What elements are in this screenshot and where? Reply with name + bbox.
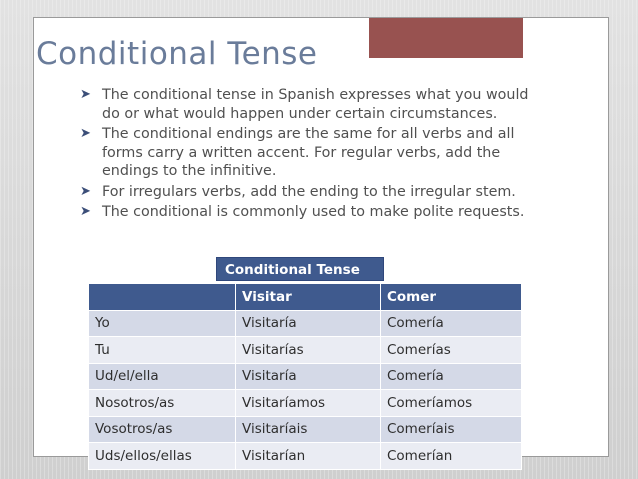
table-caption: Conditional Tense [216,257,384,281]
comer-cell: Comerías [381,337,522,364]
table-row [89,337,522,364]
comer-cell: Comerían [381,443,522,470]
bullet-arrow-icon: ➤ [80,183,91,199]
table-row [89,443,522,470]
table-row [89,363,522,390]
bullet-item [80,183,540,202]
visitar-cell: Visitarías [236,337,381,364]
subject-cell: Uds/ellos/ellas [89,443,236,470]
visitar-cell: Visitaría [236,310,381,337]
bullet-text: The conditional endings are the same for all verbs and all forms carry a written accent. For regular verbs, add the endings to the infinitive. [102,126,515,179]
header-cell-visitar: Visitar [236,284,381,311]
header-cell-comer: Comer [381,284,522,311]
table-header-row [89,284,522,311]
comer-cell: Comeríamos [381,390,522,417]
bullet-arrow-icon: ➤ [80,87,91,102]
conjugation-table [88,283,522,470]
subject-cell: Yo [89,310,236,337]
subject-cell: Tu [89,337,236,364]
bullet-arrow-icon: ➤ [80,126,91,141]
bullet-list [80,86,540,224]
comer-cell: Comeríais [381,416,522,443]
subject-cell: Nosotros/as [89,390,236,417]
visitar-cell: Visitarían [236,443,381,470]
visitar-cell: Visitaría [236,363,381,390]
bullet-text: The conditional is commonly used to make polite requests. [102,204,525,220]
subject-cell: Vosotros/as [89,416,236,443]
table-row [89,416,522,443]
comer-cell: Comería [381,363,522,390]
bullet-item [80,86,540,123]
table-row [89,310,522,337]
visitar-cell: Visitaríais [236,416,381,443]
bullet-arrow-icon: ➤ [80,204,91,219]
visitar-cell: Visitaríamos [236,390,381,417]
header-cell-subject [89,284,236,311]
slide-title: Conditional Tense [36,36,318,72]
bullet-text: For irregulars verbs, add the ending to the irregular stem. [102,183,516,200]
comer-cell: Comería [381,310,522,337]
bullet-item [80,125,540,181]
subject-cell: Ud/el/ella [89,363,236,390]
bullet-text: The conditional tense in Spanish expresses what you would do or what would happen under certain circumstances. [102,87,529,122]
table-row [89,390,522,417]
bullet-item [80,203,540,222]
accent-bar [369,18,523,58]
